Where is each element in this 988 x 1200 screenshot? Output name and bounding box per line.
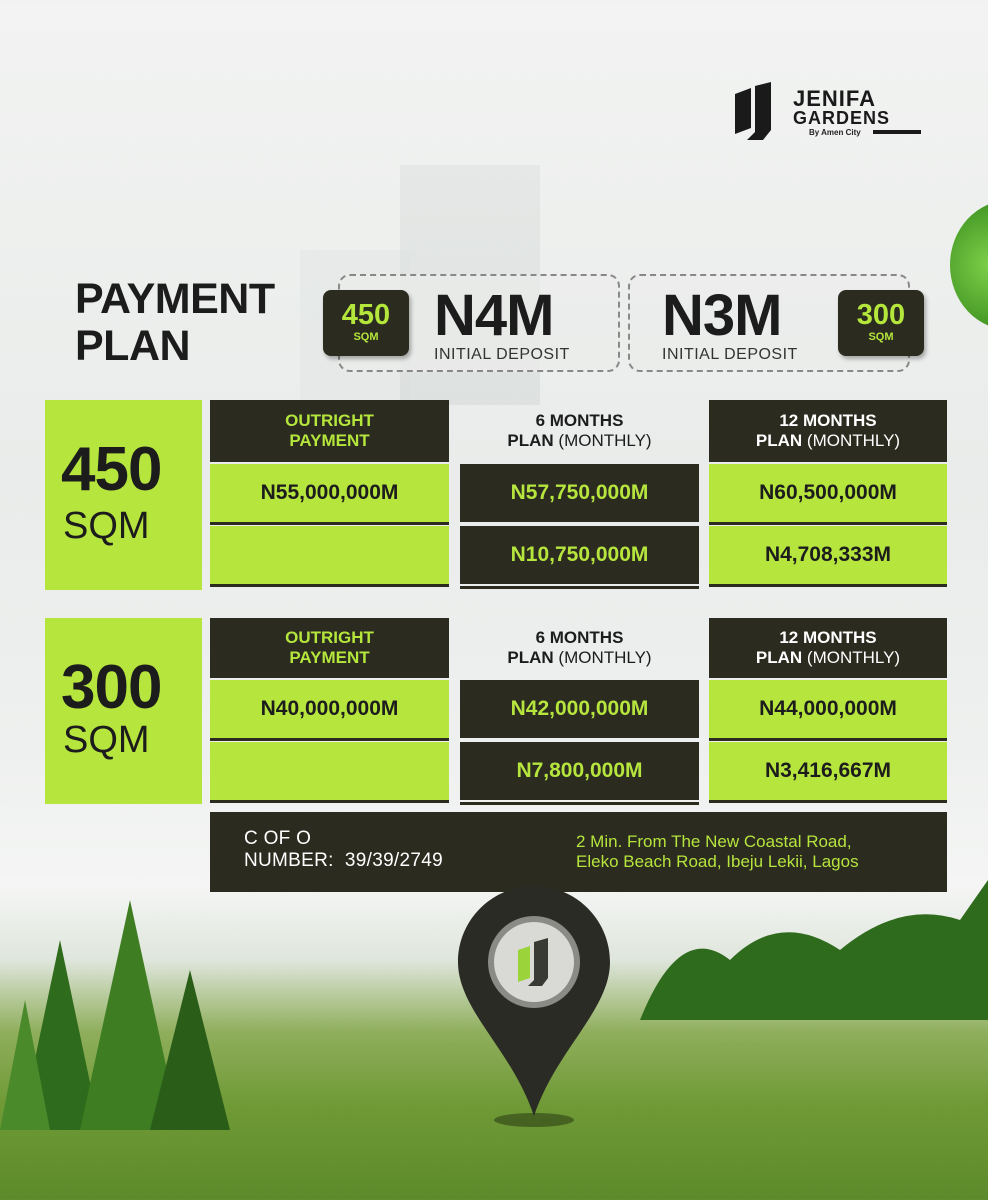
plot-size-300 — [45, 618, 202, 804]
six-month-header — [460, 400, 699, 462]
leaf-decoration — [950, 200, 988, 330]
header-line: 12 MONTHS — [779, 628, 877, 647]
deposit-label: INITIAL DEPOSIT — [434, 346, 570, 363]
title-line1: PAYMENT — [75, 275, 275, 323]
divider — [460, 586, 699, 589]
cofo-title: C OF O — [244, 828, 312, 849]
six-month-monthly: N7,800,000M — [460, 742, 699, 800]
size-tag-450 — [323, 290, 409, 356]
header-line — [709, 431, 947, 451]
header-bold: PLAN — [507, 431, 554, 450]
cofo-number-row — [244, 850, 443, 872]
header-line: 6 MONTHS — [535, 628, 624, 647]
outright-price: N55,000,000M — [210, 464, 449, 522]
header-rest: (MONTHLY) — [558, 431, 652, 450]
header-rest: (MONTHLY) — [806, 431, 901, 450]
deposit-amount: N4M — [434, 283, 554, 348]
header-line: OUTRIGHT — [285, 411, 374, 430]
trees-illustration — [0, 880, 260, 1130]
header-line — [709, 648, 947, 668]
divider — [210, 800, 449, 803]
header-rest: (MONTHLY) — [558, 648, 652, 667]
header-line: OUTRIGHT — [285, 628, 374, 647]
plot-size-450 — [45, 400, 202, 590]
brand-name-line2: GARDENS — [793, 108, 891, 128]
deposit-amount: N3M — [662, 283, 782, 348]
header-line: PAYMENT — [289, 648, 370, 667]
outright-price: N40,000,000M — [210, 680, 449, 738]
deposit-label: INITIAL DEPOSIT — [662, 346, 798, 363]
header-line — [460, 431, 699, 451]
address — [576, 832, 859, 872]
outright-empty-cell — [210, 526, 449, 584]
size-tag-300 — [838, 290, 924, 356]
divider — [709, 522, 947, 525]
plot-size-number: 300 — [61, 653, 162, 722]
size-tag-number: 300 — [856, 299, 906, 331]
brand-logo — [735, 82, 935, 142]
cofo-label: NUMBER: — [244, 850, 334, 871]
header-rest: (MONTHLY) — [806, 648, 901, 667]
title-line2: PLAN — [75, 322, 191, 370]
address-line: 2 Min. From The New Coastal Road, — [576, 832, 852, 851]
twelve-month-monthly: N3,416,667M — [709, 742, 947, 800]
six-month-monthly: N10,750,000M — [460, 526, 699, 584]
divider — [709, 800, 947, 803]
six-month-total: N42,000,000M — [460, 680, 699, 738]
header-bold: PLAN — [507, 648, 554, 667]
twelve-month-monthly: N4,708,333M — [709, 526, 947, 584]
page-title — [75, 276, 275, 370]
outright-empty-cell — [210, 742, 449, 800]
brand-name-line1: JENIFA — [793, 86, 877, 111]
brand-tagline: By Amen City — [809, 128, 861, 137]
divider — [210, 584, 449, 587]
outright-header — [210, 618, 449, 678]
outright-header — [210, 400, 449, 462]
size-tag-unit: SQM — [868, 331, 894, 343]
divider — [210, 522, 449, 525]
plot-size-unit: SQM — [63, 505, 150, 547]
twelve-month-header — [709, 618, 947, 678]
header-line: 6 MONTHS — [535, 411, 624, 430]
twelve-month-total: N60,500,000M — [709, 464, 947, 522]
size-tag-unit: SQM — [353, 331, 379, 343]
header-bold: PLAN — [755, 431, 803, 450]
twelve-month-total: N44,000,000M — [709, 680, 947, 738]
divider — [709, 738, 947, 741]
header-line: 12 MONTHS — [779, 411, 877, 430]
header-bold: PLAN — [755, 648, 803, 667]
cofo-info — [244, 828, 443, 872]
header-line — [460, 648, 699, 668]
brand-mark-icon — [735, 82, 783, 140]
six-month-total: N57,750,000M — [460, 464, 699, 522]
brand-underline — [873, 130, 921, 134]
divider — [709, 584, 947, 587]
size-tag-number: 450 — [341, 299, 391, 331]
cofo-number: 39/39/2749 — [344, 850, 443, 871]
plot-size-unit: SQM — [63, 719, 150, 761]
plot-size-number: 450 — [61, 435, 162, 504]
location-pin-icon — [452, 880, 616, 1130]
twelve-month-header — [709, 400, 947, 462]
trees-illustration — [640, 880, 988, 1020]
divider — [460, 802, 699, 805]
six-month-header — [460, 618, 699, 678]
divider — [210, 738, 449, 741]
address-line: Eleko Beach Road, Ibeju Lekii, Lagos — [576, 852, 859, 871]
header-line: PAYMENT — [289, 431, 370, 450]
